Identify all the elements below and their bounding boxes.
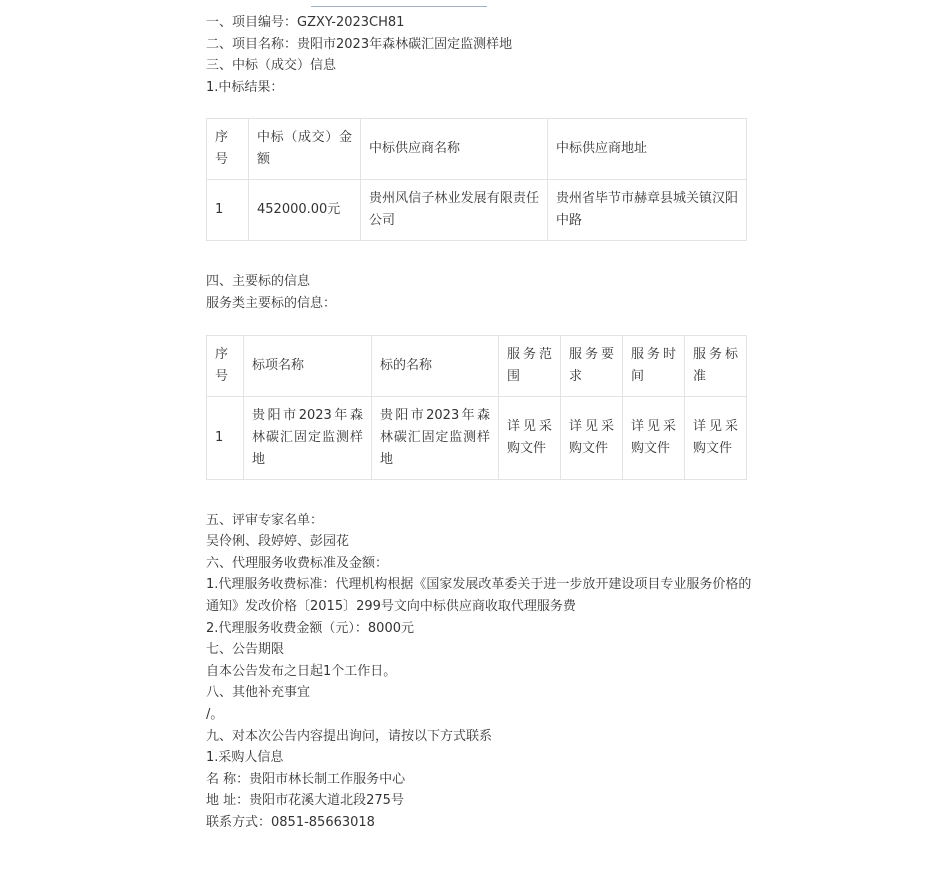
fee-heading: 六、代理服务收费标准及金额：: [206, 555, 389, 571]
subject-subheading: 服务类主要标的信息：: [206, 295, 337, 311]
other-text: /。: [206, 706, 224, 722]
award-cell-amount: 452000.00元: [249, 180, 361, 241]
service-cell-lot-name: 贵阳市2023年森林碳汇固定监测样地: [244, 396, 372, 479]
service-header-cell: 服务时间: [623, 335, 685, 396]
award-cell-index: 1: [207, 180, 249, 241]
service-cell-standard: 详见采购文件: [685, 396, 747, 479]
table-row: [207, 396, 747, 479]
award-table: [206, 118, 747, 241]
experts-list: 吴伶俐、段婷婷、彭园花: [206, 534, 350, 550]
fee-amount: 2.代理服务收费金额（元）：8000元: [206, 620, 414, 636]
service-cell-index: 1: [207, 396, 244, 479]
table-row: [207, 180, 747, 241]
service-cell-time: 详见采购文件: [623, 396, 685, 479]
award-header-cell: 中标供应商名称: [361, 119, 548, 180]
service-header-cell: 标项名称: [244, 335, 372, 396]
purchaser-name: 名 称：贵阳市林长制工作服务中心: [206, 771, 406, 787]
experts-heading: 五、评审专家名单：: [206, 512, 324, 528]
purchaser-heading: 1.采购人信息: [206, 750, 284, 766]
period-text: 自本公告发布之日起1个工作日。: [206, 663, 397, 679]
award-header-cell: 序号: [207, 119, 249, 180]
service-table: [206, 335, 747, 480]
subject-heading: 四、主要标的信息: [206, 274, 311, 290]
service-header-cell: 标的名称: [372, 335, 499, 396]
service-header-cell: 服务要求: [561, 335, 623, 396]
fee-standard-line-2: 通知》发改价格〔2015〕299号文向中标供应商收取代理服务费: [206, 598, 576, 614]
service-header-cell: 服务范围: [499, 335, 561, 396]
fee-standard-line-1: 1.代理服务收费标准：代理机构根据《国家发展改革委关于进一步放开建设项目专业服务价格的: [206, 577, 752, 593]
top-divider: [311, 6, 487, 7]
service-cell-requirement: 详见采购文件: [561, 396, 623, 479]
purchaser-address: 地 址：贵阳市花溪大道北段275号: [206, 793, 404, 809]
purchaser-phone: 联系方式：0851-85663018: [206, 814, 375, 830]
service-header-cell: 服务标准: [685, 335, 747, 396]
award-table-header-row: [207, 119, 747, 180]
announcement-document: [206, 12, 752, 833]
project-number: 一、项目编号：GZXY-2023CH81: [206, 15, 405, 30]
award-info-heading: 三、中标（成交）信息: [206, 58, 337, 74]
award-header-cell: 中标（成交）金额: [249, 119, 361, 180]
service-cell-subject-name: 贵阳市2023年森林碳汇固定监测样地: [372, 396, 499, 479]
service-table-header-row: [207, 335, 747, 396]
award-cell-supplier: 贵州风信子林业发展有限责任公司: [361, 180, 548, 241]
project-name: 二、项目名称：贵阳市2023年森林碳汇固定监测样地: [206, 36, 513, 52]
award-header-cell: 中标供应商地址: [548, 119, 747, 180]
other-heading: 八、其他补充事宜: [206, 685, 311, 701]
award-cell-address: 贵州省毕节市赫章县城关镇汉阳中路: [548, 180, 747, 241]
contact-heading: 九、对本次公告内容提出询问，请按以下方式联系: [206, 728, 493, 744]
period-heading: 七、公告期限: [206, 642, 285, 658]
service-cell-scope: 详见采购文件: [499, 396, 561, 479]
service-header-cell: 序号: [207, 335, 244, 396]
award-result-heading: 1.中标结果：: [206, 79, 284, 95]
